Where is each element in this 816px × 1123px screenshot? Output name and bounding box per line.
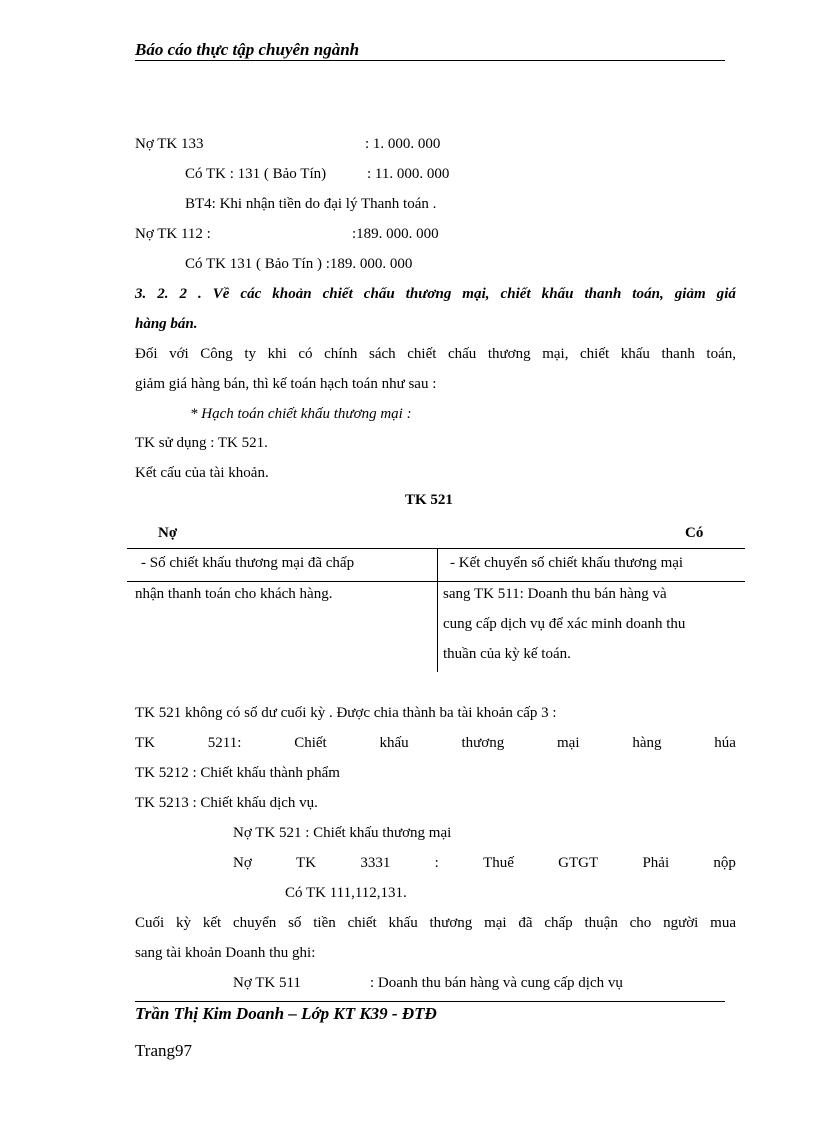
word: húa	[714, 735, 736, 751]
t-account-debit-line: - Số chiết khấu thương mại đã chấp	[141, 555, 355, 571]
tk-used: TK sử dụng : TK 521.	[135, 435, 268, 451]
word: nộp	[713, 855, 736, 871]
word: Thuế	[483, 855, 514, 871]
tk521-note: TK 521 không có số dư cuối kỳ . Được chia thành ba tài khoản cấp 3 :	[135, 705, 557, 721]
entry-credit-111: Có TK 111,112,131.	[285, 885, 407, 901]
word: GTGT	[558, 855, 599, 871]
t-account-mid-rule	[127, 581, 745, 582]
closing-paragraph: Cuối kỳ kết chuyển số tiền chiết khấu thương mại đã chấp thuận cho người mua	[135, 915, 736, 931]
line-credit-131-bt: Có TK 131 ( Bảo Tín ) :189. 000. 000	[185, 256, 413, 272]
word: hàng	[632, 735, 662, 751]
entry-debit-3331	[233, 853, 736, 873]
word: TK	[135, 735, 155, 751]
header-title: Báo cáo thực tập chuyên ngành	[135, 40, 360, 59]
line-credit-131: Có TK : 131 ( Bảo Tín)	[185, 166, 327, 182]
tk5211-line	[135, 733, 736, 753]
entry-debit-511-desc: : Doanh thu bán hàng và cung cấp dịch vụ	[370, 975, 623, 991]
word: Chiết	[294, 735, 327, 751]
page-number: Trang97	[135, 1041, 192, 1060]
word: 3331	[360, 855, 391, 871]
t-account-debit-label: Nợ	[158, 525, 178, 541]
word: khấu	[379, 735, 409, 751]
account-structure: Kết cấu của tài khoản.	[135, 465, 269, 481]
t-account-top-rule	[127, 548, 745, 549]
word: 5211:	[207, 735, 242, 751]
line-debit-133-amount: : 1. 000. 000	[365, 136, 441, 152]
footer-rule	[135, 1001, 725, 1002]
word: thương	[461, 735, 505, 751]
paragraph-line: Đối với Công ty khi có chính sách chiết chấu thương mại, chiết khấu thanh toán,	[135, 346, 736, 362]
line-debit-112: Nợ TK 112 :	[135, 226, 211, 242]
word: :	[434, 855, 439, 871]
t-account-credit-line: cung cấp dịch vụ để xác minh doanh thu	[443, 616, 686, 632]
line-debit-112-amount: :189. 000. 000	[352, 226, 439, 242]
word: mại	[557, 735, 580, 751]
tk5212-line: TK 5212 : Chiết khấu thành phẩm	[135, 765, 340, 781]
t-account-divider	[437, 548, 438, 672]
footer-author: Trần Thị Kim Doanh – Lớp KT K39 - ĐTĐ	[135, 1004, 437, 1023]
entry-debit-511: Nợ TK 511	[233, 975, 301, 991]
entry-debit-521: Nợ TK 521 : Chiết khấu thương mại	[233, 825, 452, 841]
t-account-credit-line: - Kết chuyển số chiết khấu thương mại	[450, 555, 684, 571]
closing-paragraph: sang tài khoản Doanh thu ghi:	[135, 945, 316, 961]
t-account-title: TK 521	[405, 492, 453, 508]
section-heading: 3. 2. 2 . Về các khoản chiết chấu thương mại, chiết khấu thanh toán, giảm giá	[135, 286, 736, 302]
header-rule	[135, 60, 725, 61]
line-bt4: BT4: Khi nhận tiền do đại lý Thanh toán .	[185, 196, 437, 212]
t-account-debit-line: nhận thanh toán cho khách hàng.	[135, 586, 333, 602]
t-account-credit-line: sang TK 511: Doanh thu bán hàng và	[443, 586, 667, 602]
section-heading-cont: hàng bán.	[135, 316, 198, 332]
t-account-credit-label: Có	[685, 525, 704, 541]
paragraph-line: giảm giá hàng bán, thì kế toán hạch toán như sau :	[135, 376, 437, 392]
word: Nợ	[233, 855, 252, 871]
word: TK	[296, 855, 317, 871]
word: Phải	[642, 855, 670, 871]
line-debit-133: Nợ TK 133	[135, 136, 204, 152]
tk5213-line: TK 5213 : Chiết khấu dịch vụ.	[135, 795, 318, 811]
t-account-credit-line: thuần của kỳ kế toán.	[443, 646, 571, 662]
line-credit-131-amount: : 11. 000. 000	[367, 166, 450, 182]
subheading: * Hạch toán chiết khấu thương mại :	[190, 406, 412, 422]
